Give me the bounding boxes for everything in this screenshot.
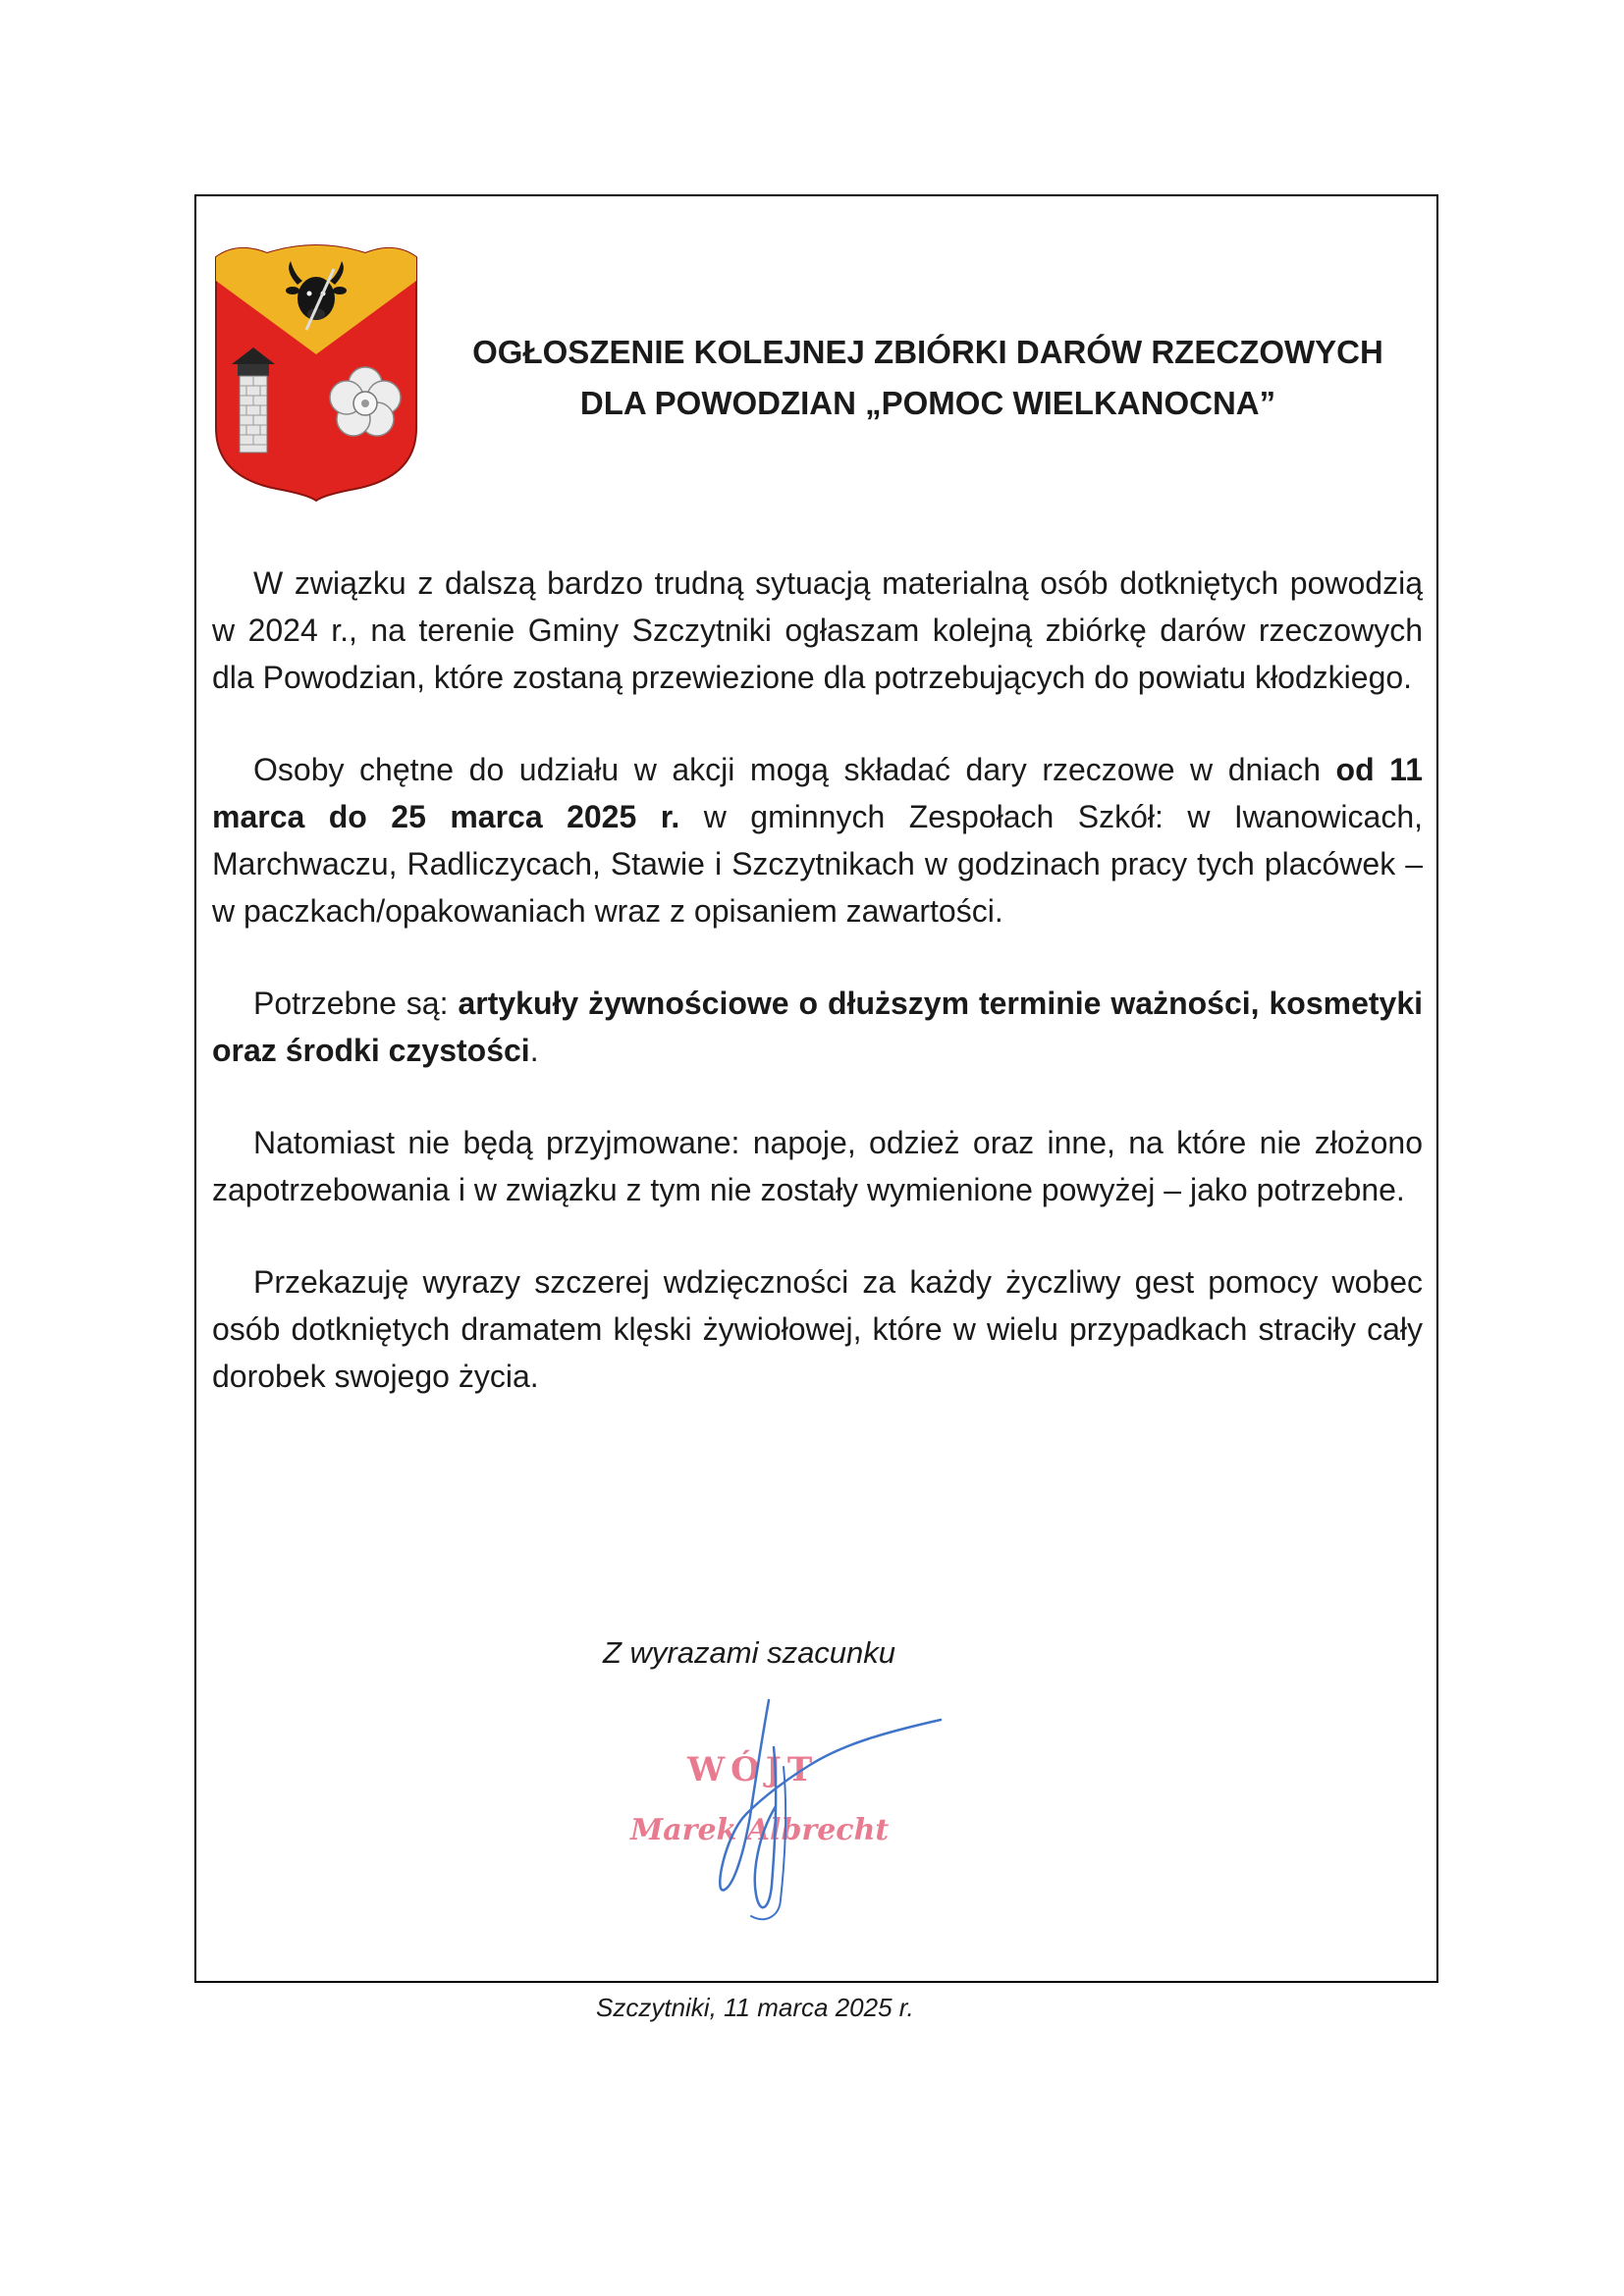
signature-icon (609, 1688, 962, 1924)
paragraph-2-rest: w gminnych Zespołach Szkół: w Iwanowicach, Marchwaczu, Radliczycach, Stawie i Szczytnikach w godzinach pracy tych placówek – w paczkach/opakowaniach wraz z opisaniem zawartości. (212, 799, 1424, 929)
stamp-name: Marek Albrecht (630, 1813, 890, 1847)
announcement-body (212, 560, 1423, 1400)
stamp-title: WÓJT (687, 1750, 819, 1789)
title-line-2: DLA POWODZIAN „POMOC WIELKANOCNA” (579, 385, 1276, 421)
paragraph-1: W związku z dalszą bardzo trudną sytuacją materialną osób dotkniętych powodzią w 2024 r., na terenie Gminy Szczytniki ogłaszam kolejną zbiórkę darów rzeczowych dla Powodzian, które zostaną przewiezione dla potrzebujących do powiatu kłodzkiego. (212, 565, 1423, 695)
paragraph-2 (212, 746, 1423, 934)
paragraph-4: Natomiast nie będą przyjmowane: napoje, odzież oraz inne, na które nie złożono zapotrzebowania i w związku z tym nie zostały wymienione powyżej – jako potrzebne. (212, 1125, 1423, 1207)
page-title (437, 327, 1419, 429)
closing-salutation: Z wyrazami szacunku (603, 1635, 896, 1670)
paragraph-3-end: . (529, 1033, 539, 1068)
collection-dates: od 11 marca do 25 marca 2025 r. (212, 752, 1424, 834)
paragraph-2-intro: Osoby chętne do udziału w akcji mogą składać dary rzeczowe w dniach (253, 752, 1321, 787)
paragraph-5: Przekazuję wyrazy szczerej wdzięczności za każdy życzliwy gest pomocy wobec osób dotkniętych dramatem klęski żywiołowej, które w wielu przypadkach straciły cały dorobek swojego życia. (212, 1264, 1423, 1394)
place-and-date: Szczytniki, 11 marca 2025 r. (596, 1993, 914, 2022)
coat-of-arms-icon (208, 241, 424, 502)
paragraph-3-intro: Potrzebne są: (253, 986, 449, 1021)
needed-items: artykuły żywnościowe o dłuższym terminie ważności, kosmetyki oraz środki czystości (212, 986, 1424, 1068)
title-line-1: OGŁOSZENIE KOLEJNEJ ZBIÓRKI DARÓW RZECZOWYCH (472, 334, 1383, 370)
paragraph-3 (212, 980, 1423, 1074)
